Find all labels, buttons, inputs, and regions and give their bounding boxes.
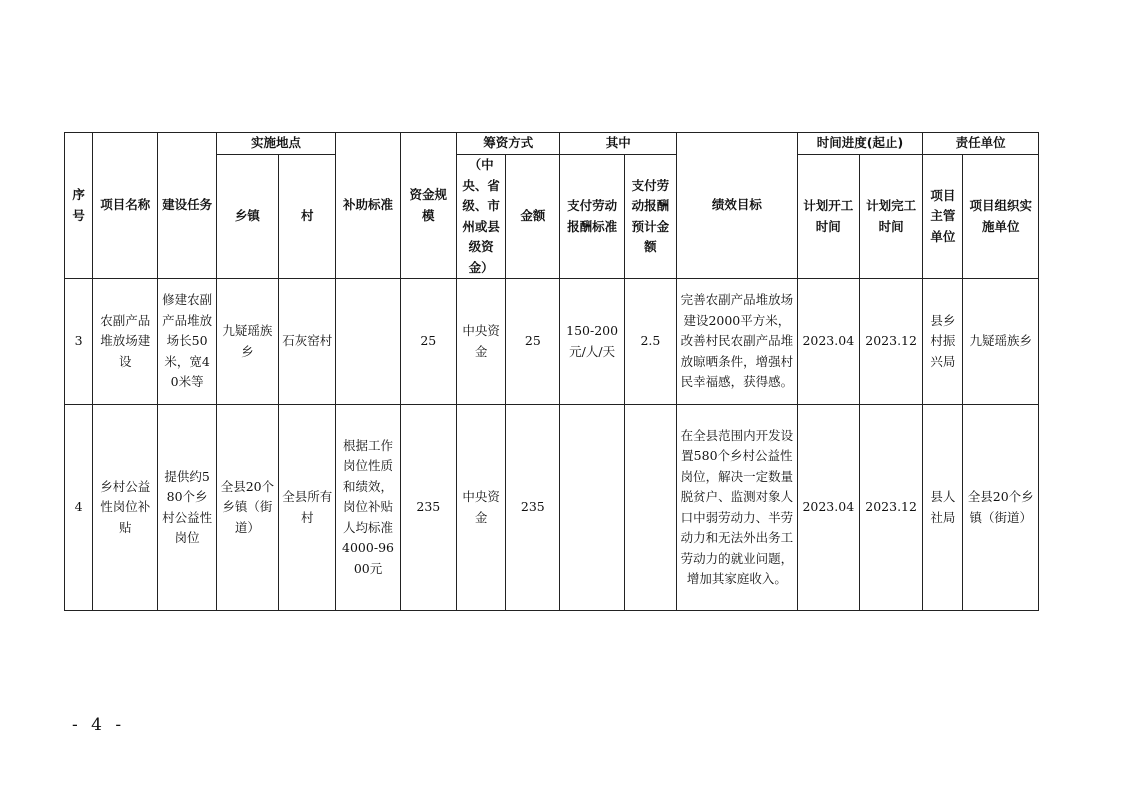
cell-start: 2023.04 — [797, 405, 859, 611]
header-village: 村 — [279, 155, 336, 279]
header-row-1 — [65, 133, 1039, 155]
table-row — [65, 279, 1039, 405]
project-table — [64, 132, 1039, 611]
header-scale: 资金规模 — [400, 133, 456, 279]
header-dept: 项目主管单位 — [923, 155, 963, 279]
cell-subsidy: 根据工作岗位性质和绩效，岗位补贴人均标准4000-9600元 — [336, 405, 400, 611]
header-subsidy: 补助标准 — [336, 133, 400, 279]
cell-name: 农副产品堆放场建设 — [93, 279, 158, 405]
header-funding-source: （中央、省级、市州或县级资金） — [456, 155, 505, 279]
cell-scale: 235 — [400, 405, 456, 611]
cell-org: 九疑瑶族乡 — [963, 279, 1039, 405]
cell-labor-std: 150-200元/人/天 — [560, 279, 624, 405]
table-row — [65, 405, 1039, 611]
cell-village: 石灰窑村 — [279, 279, 336, 405]
cell-funding: 中央资金 — [456, 405, 505, 611]
header-plan-end: 计划完工时间 — [859, 155, 922, 279]
cell-scale: 25 — [400, 279, 456, 405]
cell-labor-est — [624, 405, 676, 611]
cell-task: 提供约580个乡村公益性岗位 — [158, 405, 216, 611]
cell-dept: 县人社局 — [923, 405, 963, 611]
cell-town: 九疑瑶族乡 — [216, 279, 278, 405]
cell-name: 乡村公益性岗位补贴 — [93, 405, 158, 611]
header-town: 乡镇 — [216, 155, 278, 279]
cell-end: 2023.12 — [859, 405, 922, 611]
header-schedule: 时间进度(起止) — [797, 133, 923, 155]
cell-end: 2023.12 — [859, 279, 922, 405]
cell-start: 2023.04 — [797, 279, 859, 405]
cell-labor-est: 2.5 — [624, 279, 676, 405]
cell-funding: 中央资金 — [456, 279, 505, 405]
header-responsible: 责任单位 — [923, 133, 1039, 155]
header-amount: 金额 — [506, 155, 560, 279]
cell-seq: 3 — [65, 279, 93, 405]
header-seq: 序号 — [65, 133, 93, 279]
cell-goal: 在全县范围内开发设置580个乡村公益性岗位，解决一定数量脱贫户、监测对象人口中弱劳动力、半劳动力和无法外出务工劳动力的就业问题，增加其家庭收入。 — [677, 405, 798, 611]
cell-goal: 完善农副产品堆放场建设2000平方米，改善村民农副产品堆放晾晒条件，增强村民幸福感，获得感。 — [677, 279, 798, 405]
header-among: 其中 — [560, 133, 677, 155]
page-number: - 4 - — [72, 715, 126, 735]
header-org: 项目组织实施单位 — [963, 155, 1039, 279]
cell-org: 全县20个乡镇（街道） — [963, 405, 1039, 611]
header-funding: 筹资方式 — [456, 133, 560, 155]
cell-labor-std — [560, 405, 624, 611]
header-task: 建设任务 — [158, 133, 216, 279]
cell-seq: 4 — [65, 405, 93, 611]
header-plan-start: 计划开工时间 — [797, 155, 859, 279]
header-name: 项目名称 — [93, 133, 158, 279]
cell-dept: 县乡村振兴局 — [923, 279, 963, 405]
header-goal: 绩效目标 — [677, 133, 798, 279]
header-location: 实施地点 — [216, 133, 336, 155]
cell-subsidy — [336, 279, 400, 405]
cell-town: 全县20个乡镇（街道） — [216, 405, 278, 611]
cell-task: 修建农副产品堆放场长50米，宽40米等 — [158, 279, 216, 405]
header-labor-est: 支付劳动报酬预计金额 — [624, 155, 676, 279]
cell-village: 全县所有村 — [279, 405, 336, 611]
header-labor-std: 支付劳动报酬标准 — [560, 155, 624, 279]
cell-amount: 25 — [506, 279, 560, 405]
cell-amount: 235 — [506, 405, 560, 611]
